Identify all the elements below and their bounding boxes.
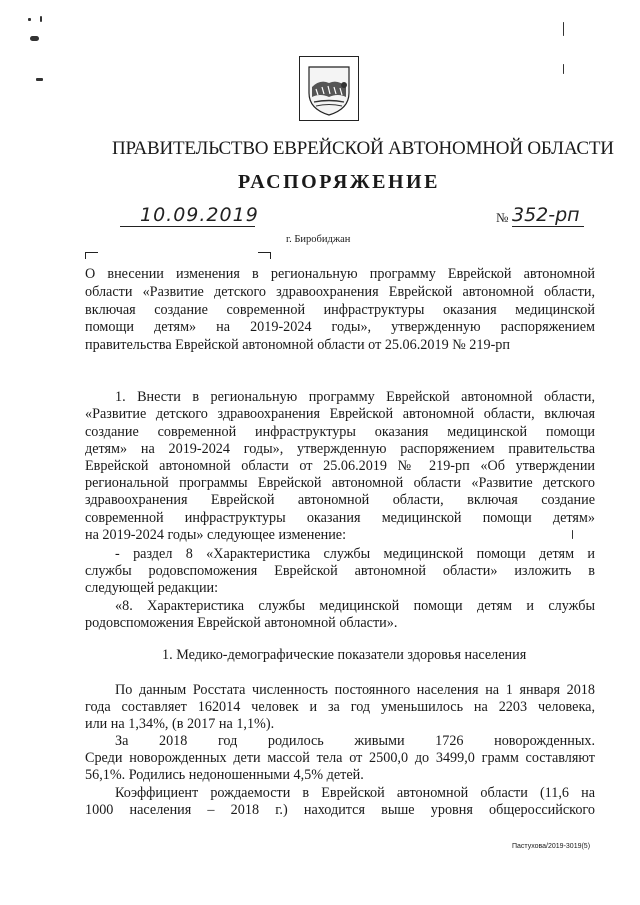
city-label: г. Биробиджан <box>286 234 351 245</box>
body-line: - раздел 8 «Характеристика службы медицинской помощи детям и <box>115 546 595 562</box>
scan-mark <box>572 530 573 539</box>
body-line: Коэффициент рождаемости в Еврейской автономной области (11,6 на <box>115 785 595 801</box>
body-line: «8. Характеристика службы медицинской помощи детям и службы <box>115 598 595 614</box>
scan-mark <box>563 64 564 74</box>
body-line: За 2018 год родилось живыми 1726 новорожденных. <box>115 733 595 749</box>
body-line: детям» на 2019-2024 годы», утвержденную распоряжением правительства <box>85 441 595 457</box>
corner-bracket-left <box>85 252 98 259</box>
coat-of-arms-emblem <box>299 56 359 121</box>
scan-mark <box>40 16 42 22</box>
body-line: службы родовспоможения Еврейской автономной области» изложить в <box>85 563 595 579</box>
document-type-title: РАСПОРЯЖЕНИЕ <box>238 171 440 193</box>
body-line: следующей редакции: <box>85 580 219 596</box>
body-line: региональной программы Еврейской автономной области «Развитие детского <box>85 475 595 491</box>
body-line: 1. Внести в региональную программу Еврейской автономной области, <box>115 389 595 405</box>
body-line: родовспоможения Еврейской автономной области». <box>85 615 398 631</box>
date-underline <box>120 226 255 227</box>
scan-mark <box>36 78 43 81</box>
subject-line: помощи детям» на 2019-2024 годы», утвержденную распоряжением <box>85 319 595 335</box>
tiger-emblem-icon <box>300 57 358 120</box>
subject-line: включая создание современной инфраструктуры оказания медицинской <box>85 302 595 318</box>
body-line: на 2019-2024 годы» следующее изменение: <box>85 527 347 543</box>
body-line: 1000 населения – 2018 г.) находится выше уровня общероссийского <box>85 802 595 818</box>
scan-mark <box>30 36 39 41</box>
document-number: 352-рп <box>512 204 580 226</box>
body-line: года составляет 162014 человек и за год уменьшилось на 2203 человека, <box>85 699 595 715</box>
scan-mark <box>563 22 564 36</box>
section-subheading: 1. Медико-демографические показатели здоровья населения <box>162 647 527 663</box>
subject-line: области «Развитие детского здравоохранения Еврейской автономной области, <box>85 284 595 300</box>
document-date: 10.09.2019 <box>140 204 259 226</box>
body-line: современной инфраструктуры оказания медицинской помощи детям» <box>85 510 595 526</box>
body-line: Еврейской автономной области от 25.06.2019 № 219-рп «Об утверждении <box>85 458 595 474</box>
body-line: По данным Росстата численность постоянного населения на 1 января 2018 <box>115 682 595 698</box>
subject-line: правительства Еврейской автономной области от 25.06.2019 № 219-рп <box>85 337 510 353</box>
footer-stamp: Пастухова/2019-3019(5) <box>512 843 591 850</box>
organization-title: ПРАВИТЕЛЬСТВО ЕВРЕЙСКОЙ АВТОНОМНОЙ ОБЛАСТИ <box>112 138 614 159</box>
body-line: или на 1,34%, (в 2017 на 1,1%). <box>85 716 275 732</box>
number-underline <box>512 226 584 227</box>
corner-bracket-right <box>258 252 271 259</box>
body-line: Среди новорожденных дети массой тела от 2500,0 до 3499,0 грамм составляют <box>85 750 595 766</box>
scan-mark <box>28 18 31 21</box>
number-prefix: № <box>496 210 509 225</box>
body-line: здравоохранения Еврейской автономной области, включая создание <box>85 492 595 508</box>
subject-line: О внесении изменения в региональную программу Еврейской автономной <box>85 266 595 282</box>
body-line: 56,1%. Родились недоношенными 4,5% детей. <box>85 767 364 783</box>
body-line: «Развитие детского здравоохранения Еврейской автономной области, включая <box>85 406 595 422</box>
body-line: создание современной инфраструктуры оказания медицинской помощи <box>85 424 595 440</box>
